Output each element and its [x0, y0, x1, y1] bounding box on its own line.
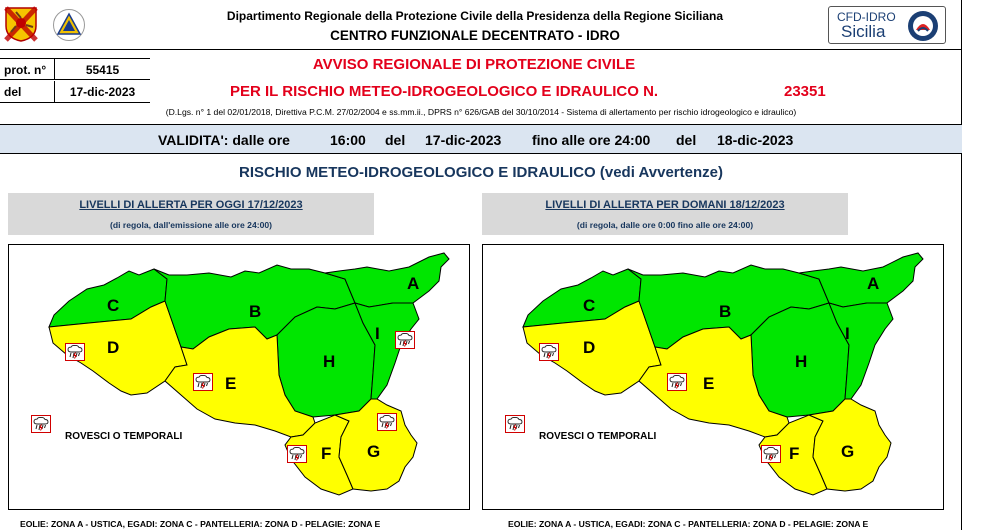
page-margin	[962, 0, 981, 530]
today-panel-header	[8, 193, 374, 235]
zone-label-g: G	[367, 442, 381, 461]
tomorrow-sicily-map	[483, 245, 945, 511]
risk-section-title: RISCHIO METEO-IDROGEOLOGICO E IDRAULICO (vedi Avvertenze)	[239, 164, 723, 181]
sicily-coat-of-arms-icon	[4, 6, 38, 42]
today-alert-map	[8, 244, 470, 510]
zone-label-b: B	[249, 302, 262, 321]
protocol-date-value: 17-dic-2023	[54, 81, 150, 102]
zone-label-b: B	[719, 302, 732, 321]
tomorrow-panel-header	[482, 193, 848, 235]
storm-icon	[395, 331, 415, 349]
cfd-logo-line2: Sicilia	[841, 22, 886, 41]
zone-label-a: A	[867, 274, 880, 293]
cfd-logo-line1: CFD-IDRO	[837, 10, 896, 24]
zone-label-h: H	[795, 352, 808, 371]
legend-storms-label: ROVESCI O TEMPORALI	[539, 431, 657, 442]
today-sicily-map	[9, 245, 471, 511]
bulletin-number: 23351	[784, 83, 826, 100]
header	[0, 0, 962, 50]
tomorrow-heading: LIVELLI DI ALLERTA PER DOMANI 18/12/2023	[545, 199, 785, 211]
storm-icon	[377, 413, 397, 431]
zone-label-e: E	[703, 374, 715, 393]
legend-storm-icon	[31, 415, 51, 433]
zone-label-f: F	[789, 444, 800, 463]
storm-icon	[287, 445, 307, 463]
today-subheading: (di regola, dall'emissione alle ore 24:00)	[109, 220, 273, 230]
zone-label-i: I	[375, 324, 380, 343]
legend-storm-icon	[505, 415, 525, 433]
validity-label: VALIDITA': dalle ore	[158, 132, 290, 148]
today-heading: LIVELLI DI ALLERTA PER OGGI 17/12/2023	[79, 199, 303, 211]
validity-bar	[0, 124, 962, 154]
zone-label-c: C	[583, 296, 596, 315]
zone-label-f: F	[321, 444, 332, 463]
storm-icon	[539, 343, 559, 361]
protocol-number-value: 55415	[54, 59, 150, 80]
protocol-number-row	[0, 58, 150, 80]
legal-references: (D.Lgs. n° 1 del 02/01/2018, Direttiva P.C.M. 27/02/2004 e ss.mm.ii., DPRS n° 626/GAB del 30/10/2014 - Sistema di allertamento per rischio idrogeologico e idraulico)	[165, 107, 797, 117]
legend-storms-label: ROVESCI O TEMPORALI	[65, 431, 183, 442]
bulletin-subtitle: PER IL RISCHIO METEO-IDROGEOLOGICO E IDRAULICO N.	[230, 83, 659, 100]
validity-del-1: del	[385, 132, 406, 148]
protocol-date-label: del	[4, 85, 22, 99]
zone-label-g: G	[841, 442, 855, 461]
tomorrow-islands-footnote: EOLIE: ZONA A - USTICA, EGADI: ZONA C - PANTELLERIA: ZONA D - PELAGIE: ZONA E	[508, 519, 869, 529]
civil-protection-logo-icon	[52, 8, 86, 42]
protocol-date-row	[0, 81, 150, 103]
zone-label-c: C	[107, 296, 120, 315]
today-islands-footnote: EOLIE: ZONA A - USTICA, EGADI: ZONA C - PANTELLERIA: ZONA D - PELAGIE: ZONA E	[20, 519, 381, 529]
cfd-emblem-icon	[907, 10, 939, 42]
tomorrow-alert-map	[482, 244, 944, 510]
tomorrow-subheading: (di regola, dalle ore 0:00 fino alle ore 24:00)	[576, 220, 754, 230]
validity-until: fino alle ore 24:00	[532, 132, 651, 148]
zone-label-i: I	[845, 324, 850, 343]
storm-icon	[667, 373, 687, 391]
zone-label-d: D	[583, 338, 596, 357]
protocol-number-label: prot. n°	[4, 63, 47, 77]
centre-name: CENTRO FUNZIONALE DECENTRATO - IDRO	[330, 28, 620, 43]
validity-del-2: del	[676, 132, 697, 148]
zone-label-a: A	[407, 274, 420, 293]
storm-icon	[761, 445, 781, 463]
validity-from-date: 17-dic-2023	[425, 132, 502, 148]
storm-icon	[193, 373, 213, 391]
validity-from-time: 16:00	[330, 132, 366, 148]
department-name: Dipartimento Regionale della Protezione Civile della Presidenza della Regione Siciliana	[226, 9, 724, 23]
zone-label-h: H	[323, 352, 336, 371]
zone-label-d: D	[107, 338, 120, 357]
cfd-idro-logo	[828, 6, 946, 44]
zone-label-e: E	[225, 374, 237, 393]
storm-icon	[65, 343, 85, 361]
bulletin-title: AVVISO REGIONALE DI PROTEZIONE CIVILE	[312, 56, 636, 73]
validity-to-date: 18-dic-2023	[717, 132, 794, 148]
